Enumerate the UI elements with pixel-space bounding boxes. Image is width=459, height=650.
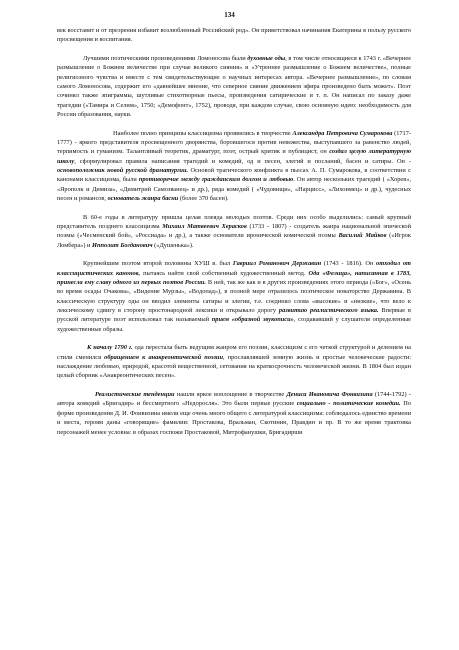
emphasis-text: Александра Петровича Сумарокова	[292, 129, 393, 137]
emphasis-text: создал целую литературную школу	[57, 148, 411, 165]
paragraph-text: Основой трагического конфликта в пьесах А. П. Сумарокова, в соответствии с канонами классицизма, были	[57, 167, 411, 184]
emphasis-text: развитию реалистического языка.	[278, 307, 379, 315]
emphasis-text: К началу 1790 г.	[87, 344, 133, 352]
emphasis-text: Гавриил Романович Державин	[232, 260, 322, 268]
paragraph-text: Лучшими поэтическими произведениями Ломоносова были	[83, 54, 248, 62]
paragraph-text: («Душенька»).	[152, 241, 194, 249]
paragraph-text: , прославлявшей земную жизнь и простые человеческие радости: наслаждение любовью, природой, красотой вещественной, сетования на краткосрочность человеческой жизни. В 1804 был издан целый сборник «Анакреонтических песен».	[57, 353, 411, 380]
emphasis-text: Реалистические тенденции	[95, 391, 175, 399]
emphasis-text: Василий Майков	[338, 232, 387, 240]
paragraph	[57, 213, 411, 250]
emphasis-text: Ипполит Богданович	[92, 241, 153, 249]
paragraph-text: (1733 - 1807) - создатель жанра национальной эпической поэмы («Чесменский бой», «Россиада» и др.), а также основатели иронической комической поэмы	[57, 223, 411, 240]
paragraph-text: пытаясь найти свой собственный художественный метод.	[140, 269, 309, 277]
paragraph-text: По форме произведения Д. И. Фонвизина имели еще очень много общего с литературой классицизма: соблюдалось единство времени и места, героям даны «говорящие» фамилии: Простакова, Вральман, Скотинин, Правдин и пр. В то же время трактовка персонажей менее условна: в образах госпожи Простаковой, Митрофанушки, Бригадирши	[57, 400, 411, 436]
paragraph-text: , сформулировал правила написания трагедий и комедий, од и песен, элегий и посланий, басен и сатиры. Он -	[74, 157, 411, 165]
emphasis-text: прием «образной звукописи»	[211, 316, 294, 324]
emphasis-text: отходил от классицистических канонов,	[57, 260, 411, 277]
paragraph-text: В ней, так же как и в других произведениях этого периода («Бог», «Осень во время осады Очакова», «Видение Мурзы», «Водопад»), в полной мере отразилось поэтическое новаторство Державина. В классическую структуру оды он вводил элементы сатиры и элегии, т.е. соединял слова «высокие» и «низкие», что вело к лексическому сдвигу в сторону простонародной лексики и открывало дорогу	[57, 279, 411, 315]
paragraph-text: нашли яркое воплощение в творчестве	[174, 391, 287, 399]
document-body	[57, 26, 411, 437]
emphasis-text: духовные оды	[247, 54, 286, 62]
paragraph-text: В 60-е годы в литературу пришла целая плеяда молодых поэтов. Среди них особо выделились: самый крупный представитель позднего классицизма	[57, 213, 411, 231]
paragraph	[57, 259, 411, 334]
paragraph	[57, 26, 411, 45]
paragraph-text: (1717-1777) - яркого представителя просвещенного дворянства, боровшегося против невежества, выступавшего за равенство людей, терпимость и гуманизм. Талантливый теоретик, драматург, поэт, острый критик и публицист, он	[57, 129, 412, 156]
paragraph-text: (1743 - 1816). Он	[321, 260, 377, 268]
paragraph	[57, 129, 411, 204]
paragraph	[57, 343, 411, 380]
emphasis-text: основатель жанра басни	[107, 195, 179, 203]
paragraph	[57, 390, 411, 437]
emphasis-text: социально - политические комедии.	[296, 400, 401, 408]
paragraph-text: , в том числе относящиеся к 1743 г. «Вечернее размышление о Божием величестве при случае великого сияния» и «Утреннее размышление о Божием величестве», полные религиозного чувства и вместе с тем свидетельствующие о научных интересах автора. «Вечернее размышление», по словам самого Ломоносова, содержит его «давнейшее мнение, что северное сияние движением эфира произведено быть может». Поэт сочинял также эпиграммы, шутливые стихотворные пьесы, произведения сатирические и т. п. Он написал по заказу даже трагедии («Тамира и Селим», 1750; «Демофонт», 1752), проводя, при каждом случае, свою основную идею: необходимость для России образования, науки.	[57, 54, 412, 119]
paragraph-text: век восставит и от презрения избавит возлюбленный Российский род». Он приветствовал начинания Екатерины в пользу русского просвещения и воспитания.	[57, 27, 411, 44]
paragraph-text: ода перестала быть ведущим жанром его поэзии, классицизм с его четкой структурой и делением на стили сменился	[57, 344, 411, 361]
paragraph-text: Впервые в русской литературе поэт использовал так называемый	[57, 307, 411, 324]
paragraph-text: , создававший у слушателя определенные художественные образы.	[57, 316, 411, 333]
emphasis-text: Дениса Ивановича Фонвизина	[286, 391, 373, 399]
page-number: 134	[224, 11, 235, 19]
paragraph-text: Крупнейшим поэтом второй половины ХУШ в. был	[83, 260, 233, 268]
emphasis-text: противоречие между гражданским долгом и любовью	[138, 176, 294, 184]
paragraph-text: Наиболее полно принципы классицизма проявились в творчестве	[113, 129, 293, 137]
emphasis-text: обращением к анакреонтической поэзии	[104, 353, 223, 361]
paragraph-text: . Он автор нескольких трагедий ( «Хорев», «Ярополк и Димиза», «Димитрий Самозванец» и др.), ряда комедий ( «Чудовищи», «Нарцисс», «Лихоимец» и др.), чудесных песен и романсов,	[57, 176, 411, 203]
emphasis-text: основоположник новой русской драматургии.	[57, 167, 189, 175]
paragraph	[57, 54, 411, 119]
emphasis-text: Михаил Матвеевич Херасков	[162, 223, 247, 231]
paragraph-text: (1744-1792) - автора комедий «Бригадир» и бессмертного «Недоросля». Это были первые русские	[57, 391, 412, 408]
emphasis-text: Ода «Фелица», написанная в 1783, принесла ему славу одного из первых поэтов России.	[57, 269, 411, 287]
paragraph-text: (более 370 басен).	[178, 195, 229, 203]
paragraph-text: («Игрок Ломбера») и	[57, 232, 411, 249]
